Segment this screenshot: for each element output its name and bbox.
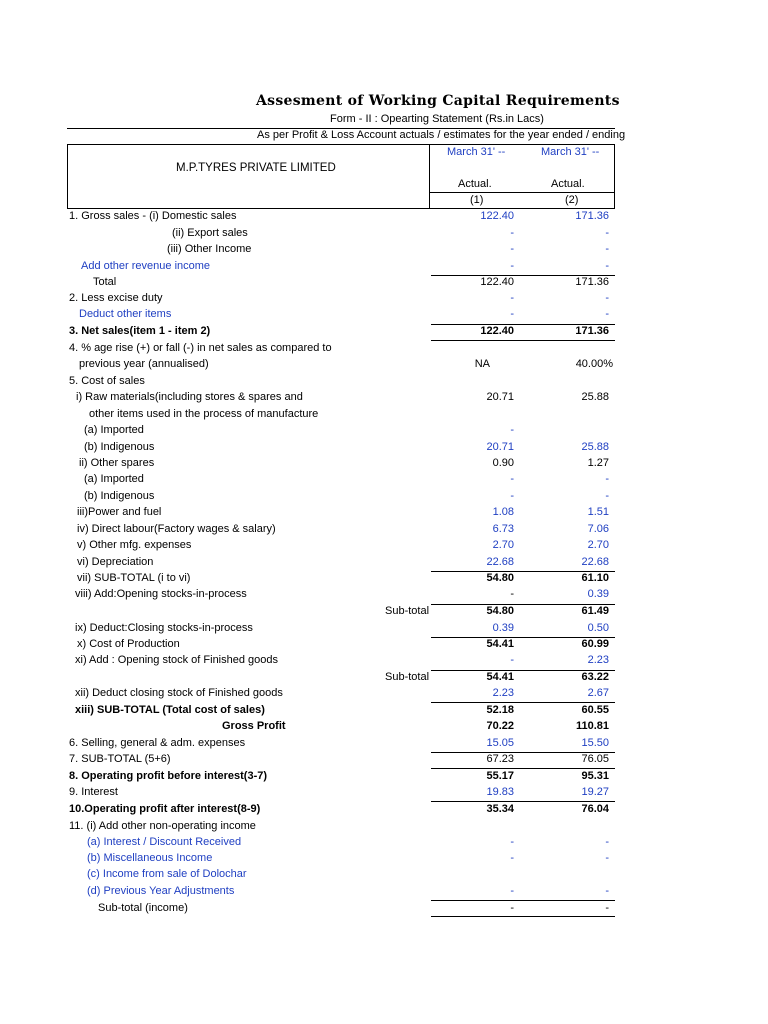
table-row (0, 820, 768, 836)
row-value-2: - (605, 292, 609, 304)
table-row (0, 391, 768, 407)
table-row (0, 770, 768, 786)
row-label: Total (93, 276, 117, 288)
header-box-left (67, 144, 68, 208)
row-label: (c) Income from sale of Dolochar (87, 868, 247, 880)
row-rule (431, 916, 615, 917)
table-row (0, 243, 768, 259)
row-value-1: 15.05 (486, 737, 514, 749)
row-value-2: 110.81 (575, 720, 609, 732)
row-value-2: 2.70 (587, 539, 609, 551)
row-value-1: - (510, 654, 514, 666)
col2-number: (2) (565, 194, 579, 206)
table-row (0, 687, 768, 703)
table-row (0, 737, 768, 753)
row-value-2: 19.27 (581, 786, 609, 798)
row-label: (ii) Export sales (172, 227, 248, 239)
row-label: 4. % age rise (+) or fall (-) in net sales as compared to (69, 342, 332, 354)
row-label: previous year (annualised) (79, 358, 209, 370)
col1-date: March 31' -- (447, 146, 506, 158)
row-value-1: 0.39 (492, 622, 514, 634)
row-label: 1. Gross sales - (i) Domestic sales (69, 210, 237, 222)
row-value-1: - (510, 260, 514, 272)
row-value-2: 25.88 (581, 441, 609, 453)
table-row (0, 588, 768, 604)
header-box-right (614, 144, 615, 208)
row-value-2: 7.06 (587, 523, 609, 535)
row-label: Sub-total (income) (98, 902, 188, 914)
row-label: (b) Indigenous (84, 441, 155, 453)
table-row (0, 408, 768, 424)
row-value-1: 2.70 (492, 539, 514, 551)
report-title: Assesment of Working Capital Requirements (256, 93, 620, 109)
table-row (0, 836, 768, 852)
row-value-1: 54.80 (486, 572, 514, 584)
table-row (0, 276, 768, 292)
table-row (0, 292, 768, 308)
row-value-2: 25.88 (581, 391, 609, 403)
table-row (0, 720, 768, 736)
row-label: Deduct other items (79, 308, 172, 320)
row-value-2: - (605, 260, 609, 272)
row-value-2: - (605, 902, 609, 914)
table-row (0, 622, 768, 638)
header-box-mid (429, 192, 615, 193)
table-row (0, 424, 768, 440)
header-top-rule (67, 128, 615, 129)
row-value-1: 54.41 (486, 671, 514, 683)
header-box-top (67, 144, 615, 145)
header-col-divider (429, 144, 430, 208)
row-label: (b) Indigenous (84, 490, 155, 502)
table-row (0, 375, 768, 391)
row-label: vii) SUB-TOTAL (i to vi) (77, 572, 191, 584)
row-label: 5. Cost of sales (69, 375, 145, 387)
table-row (0, 227, 768, 243)
row-value-2: - (605, 836, 609, 848)
row-value-2: 0.39 (587, 588, 609, 600)
row-value-1: 0.90 (492, 457, 514, 469)
row-value-2: 22.68 (581, 556, 609, 568)
table-row (0, 457, 768, 473)
row-value-1: 20.71 (486, 391, 514, 403)
row-value-1: - (510, 473, 514, 485)
row-label: Add other revenue income (81, 260, 211, 272)
table-row (0, 654, 768, 670)
row-value-2: - (605, 885, 609, 897)
row-value-1: 122.40 (480, 325, 514, 337)
row-label: xiii) SUB-TOTAL (Total cost of sales) (75, 704, 265, 716)
table-row (0, 786, 768, 802)
row-label: 9. Interest (69, 786, 118, 798)
table-row (0, 556, 768, 572)
row-label: ix) Deduct:Closing stocks-in-process (75, 622, 253, 634)
table-row (0, 260, 768, 276)
row-rule (431, 702, 615, 703)
row-value-1: - (510, 836, 514, 848)
row-value-2: 63.22 (581, 671, 609, 683)
row-value-2: 76.04 (581, 803, 609, 815)
table-row (0, 473, 768, 489)
row-label: xii) Deduct closing stock of Finished goods (75, 687, 283, 699)
row-value-1: NA (474, 358, 490, 370)
row-label: 8. Operating profit before interest(3-7) (69, 770, 268, 782)
row-value-1: 122.40 (480, 210, 514, 222)
row-value-1: 52.18 (486, 704, 514, 716)
row-label: viii) Add:Opening stocks-in-process (75, 588, 247, 600)
row-value-1: - (510, 588, 514, 600)
col2-type: Actual. (551, 178, 585, 190)
row-value-1: 19.83 (486, 786, 514, 798)
row-value-2: 1.51 (587, 506, 609, 518)
row-value-2: 60.99 (581, 638, 609, 650)
row-value-1: - (510, 885, 514, 897)
row-label: 7. SUB-TOTAL (5+6) (69, 753, 171, 765)
row-label: iii)Power and fuel (77, 506, 162, 518)
company-name: M.P.TYRES PRIVATE LIMITED (176, 162, 336, 174)
col1-type: Actual. (458, 178, 492, 190)
row-value-2: - (605, 852, 609, 864)
row-rule (431, 900, 615, 901)
row-label: ii) Other spares (79, 457, 155, 469)
table-row (0, 671, 768, 687)
row-value-2: - (605, 490, 609, 502)
row-value-2: - (605, 473, 609, 485)
table-row (0, 342, 768, 358)
row-value-2: 2.23 (587, 654, 609, 666)
row-value-2: - (605, 308, 609, 320)
table-row (0, 902, 768, 918)
table-row (0, 803, 768, 819)
table-row (0, 490, 768, 506)
col1-number: (1) (470, 194, 484, 206)
table-row (0, 358, 768, 374)
row-label: (d) Previous Year Adjustments (87, 885, 235, 897)
row-value-1: 54.41 (486, 638, 514, 650)
row-label: iv) Direct labour(Factory wages & salary) (77, 523, 276, 535)
row-value-1: 6.73 (492, 523, 514, 535)
row-value-2: 40.00% (575, 358, 613, 370)
table-row (0, 885, 768, 901)
table-row (0, 605, 768, 621)
table-row (0, 523, 768, 539)
row-value-2: - (605, 243, 609, 255)
table-row (0, 852, 768, 868)
row-value-2: 171.36 (575, 276, 609, 288)
row-value-1: - (510, 292, 514, 304)
row-value-1: - (510, 243, 514, 255)
row-value-1: 35.34 (486, 803, 514, 815)
row-label: other items used in the process of manufacture (89, 408, 319, 420)
row-label: (a) Interest / Discount Received (87, 836, 242, 848)
table-row (0, 308, 768, 324)
row-value-2: 60.55 (581, 704, 609, 716)
row-label: x) Cost of Production (77, 638, 180, 650)
table-row (0, 704, 768, 720)
row-value-1: 1.08 (492, 506, 514, 518)
row-label: i) Raw materials(including stores & spares and (76, 391, 303, 403)
row-value-2: 95.31 (581, 770, 609, 782)
table-row (0, 638, 768, 654)
row-label: Sub-total (385, 671, 430, 683)
row-value-2: 61.10 (581, 572, 609, 584)
row-value-2: 2.67 (587, 687, 609, 699)
form-subtitle: Form - II : Opearting Statement (Rs.in Lacs) (330, 113, 544, 125)
row-label: 2. Less excise duty (69, 292, 163, 304)
row-value-2: - (605, 227, 609, 239)
row-value-2: 1.27 (587, 457, 609, 469)
row-value-2: 171.36 (575, 210, 609, 222)
row-label: Sub-total (385, 605, 430, 617)
row-value-1: - (510, 490, 514, 502)
row-rule (431, 768, 615, 769)
row-label: xi) Add : Opening stock of Finished goods (75, 654, 279, 666)
row-value-1: 70.22 (486, 720, 514, 732)
row-value-2: 15.50 (581, 737, 609, 749)
row-rule (431, 801, 615, 802)
row-value-1: 54.80 (486, 605, 514, 617)
row-value-1: 2.23 (492, 687, 514, 699)
row-label: 10.Operating profit after interest(8-9) (69, 803, 261, 815)
row-label: 3. Net sales(item 1 - item 2) (69, 325, 211, 337)
table-row (0, 441, 768, 457)
row-value-2: 76.05 (581, 753, 609, 765)
row-value-1: 122.40 (480, 276, 514, 288)
table-row (0, 539, 768, 555)
col2-date: March 31' -- (541, 146, 600, 158)
table-row (0, 325, 768, 341)
row-label: (a) Imported (84, 424, 144, 436)
row-label: Gross Profit (222, 720, 286, 732)
row-label: 6. Selling, general & adm. expenses (69, 737, 246, 749)
row-label: v) Other mfg. expenses (77, 539, 192, 551)
row-value-1: - (510, 308, 514, 320)
row-label: (b) Miscellaneous Income (87, 852, 213, 864)
row-label: vi) Depreciation (77, 556, 154, 568)
table-row (0, 572, 768, 588)
row-value-1: - (510, 227, 514, 239)
row-label: (iii) Other Income (167, 243, 252, 255)
row-rule (431, 340, 615, 341)
header-box-bottom (67, 208, 615, 209)
row-value-1: 67.23 (486, 753, 514, 765)
row-value-2: 0.50 (587, 622, 609, 634)
row-label: (a) Imported (84, 473, 144, 485)
row-value-1: - (510, 902, 514, 914)
row-label: 11. (i) Add other non-operating income (69, 820, 256, 832)
row-value-2: 171.36 (575, 325, 609, 337)
table-row (0, 753, 768, 769)
row-value-1: - (510, 852, 514, 864)
row-value-1: 20.71 (486, 441, 514, 453)
row-value-1: 22.68 (486, 556, 514, 568)
row-value-2: 61.49 (581, 605, 609, 617)
basis-subtitle: As per Profit & Loss Account actuals / estimates for the year ended / ending (257, 129, 626, 141)
table-row (0, 868, 768, 884)
table-row (0, 210, 768, 226)
table-row (0, 506, 768, 522)
row-value-1: - (510, 424, 514, 436)
row-value-1: 55.17 (486, 770, 514, 782)
